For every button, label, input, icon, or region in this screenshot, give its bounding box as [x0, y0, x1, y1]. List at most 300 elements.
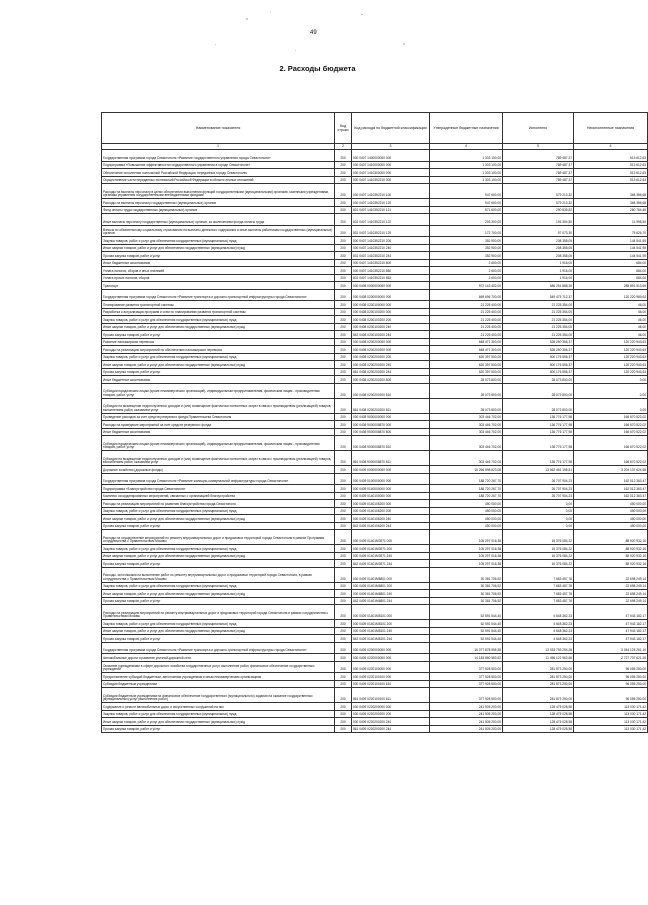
row-approved: 450 000,00 [430, 522, 503, 530]
row-name: Дорожное хозяйство (дорожные фонды) [102, 466, 335, 474]
row-approved: 1 303 100,00 [430, 176, 503, 184]
row-name: Субсидии на возмещение недополученных доходов и (или) возмещение фактически понесенных затрат в связи с производством (реализацией) товаров, выполнением работ, оказанием услуг [102, 451, 335, 466]
row-unexecuted: 96 055 250,00 [574, 688, 648, 703]
row-unexecuted: 166 670 522,02 [574, 428, 648, 436]
col-number: 6 [574, 144, 648, 150]
row-executed: 16 376 084,22 [503, 560, 574, 568]
row-unexecuted: 166 670 522,02 [574, 413, 648, 421]
row-unexecuted: 368 386,68 [574, 184, 648, 199]
row-executed: 4 648 362,23 [503, 627, 574, 635]
table-row [102, 169, 648, 177]
row-line-code: 200 [335, 259, 352, 267]
row-approved: 241 505 200,00 [430, 703, 503, 711]
row-executed: 528 250 356,37 [503, 346, 574, 354]
row-unexecuted: 120 220 943,63 [574, 353, 648, 361]
row-classification-code: 000 0408 0200200200 000 [352, 346, 430, 354]
row-classification-code: 831 0407 1410352210 121 [352, 206, 430, 214]
row-unexecuted: 47 943 182,17 [574, 627, 648, 635]
row-executed: 1 916,00 [503, 259, 574, 267]
row-classification-code: 831 0407 1410352210 129 [352, 225, 430, 237]
row-executed: 549 475 712,37 [503, 289, 574, 301]
row-approved: 2 600,00 [430, 274, 503, 282]
row-classification-code: 842 0409 01401M6801 244 [352, 597, 430, 605]
row-name: Расходы на проведение мероприятий за счет средств резервного фонда [102, 421, 335, 429]
row-name: Иные бюджетные ассигнования [102, 259, 335, 267]
table-row [102, 338, 648, 346]
table-row [102, 331, 648, 339]
col-number: 5 [503, 144, 574, 150]
table-body [102, 150, 648, 733]
row-name: Осуществление части переданных полномочий Российской Федерации в области лесных отношений [102, 176, 335, 184]
row-classification-code: 000 0408 0200100200 200 [352, 316, 430, 324]
row-line-code: 200 [335, 199, 352, 207]
row-unexecuted: 120 220 943,63 [574, 361, 648, 369]
row-executed: 128 475 028,58 [503, 725, 574, 733]
row-line-code: 200 [335, 376, 352, 384]
table-row [102, 176, 648, 184]
row-classification-code: 000 0408 0200000000 000 [352, 289, 430, 301]
row-classification-code: 000 0409 01401M3971 200 [352, 545, 430, 553]
row-unexecuted: 96 055 250,00 [574, 661, 648, 673]
row-classification-code: 000 0409 0140106200 200 [352, 507, 430, 515]
row-approved: 105 297 016,38 [430, 545, 503, 553]
row-unexecuted: 3 044 125 261,10 [574, 642, 648, 654]
row-unexecuted: 46,00 [574, 308, 648, 316]
row-approved: 241 505 200,00 [430, 725, 503, 733]
row-unexecuted: 285 891 513,65 [574, 282, 648, 290]
row-executed: 500 176 556,37 [503, 361, 574, 369]
row-executed: 128 475 028,58 [503, 710, 574, 718]
row-approved: 188 720 267,70 [430, 473, 503, 485]
row-unexecuted: 96 055 250,00 [574, 673, 648, 681]
row-executed: 11 456 122 962,66 [503, 654, 574, 662]
row-line-code: 200 [335, 161, 352, 169]
row-name: Иные закупки товаров, работ и услуг для обеспечения государственных (муниципальных) нужд [102, 323, 335, 331]
row-approved: 303 446 702,00 [430, 436, 503, 451]
row-approved: 620 397 500,00 [430, 368, 503, 376]
row-classification-code: 000 0409 0140000000 000 [352, 485, 430, 493]
row-executed: 128 475 028,58 [503, 718, 574, 726]
row-line-code: 200 [335, 361, 352, 369]
row-classification-code: 000 0408 0200200200 810 [352, 383, 430, 398]
row-classification-code: 000 0407 1410300000 000 [352, 169, 430, 177]
row-name: Уплата прочих налогов, сборов [102, 274, 335, 282]
row-line-code: 200 [335, 627, 352, 635]
row-unexecuted: 120 220 943,63 [574, 338, 648, 346]
row-executed: 21 225 354,00 [503, 316, 574, 324]
row-unexecuted: 113 030 171,42 [574, 703, 648, 711]
table-row [102, 522, 648, 530]
row-classification-code: 842 0409 01401M8101 244 [352, 635, 430, 643]
row-executed: 208 358,05 [503, 237, 574, 245]
row-line-code: 200 [335, 206, 352, 214]
scan-speck [215, 44, 216, 45]
table-row [102, 545, 648, 553]
row-classification-code: 000 0409 0220200000 000 [352, 703, 430, 711]
row-classification-code: 000 0408 0200100000 000 [352, 301, 430, 309]
row-line-code: 200 [335, 323, 352, 331]
row-name: Развитие пассажирских перевозок [102, 338, 335, 346]
row-name: Государственная программа города Севастополя «Развитие жилищно-коммунальной инфраструктуры города Севастополя» [102, 473, 335, 485]
row-line-code: 200 [335, 673, 352, 681]
table-row [102, 560, 648, 568]
row-classification-code: 861 0409 0220100100 611 [352, 688, 430, 703]
row-approved: 52 591 544,40 [430, 635, 503, 643]
row-name: Субсидии бюджетным учреждениям на финансовое обеспечение государственного (муниципального) задания на оказание государственных (муниципальных) услуг (выполнение работ) [102, 688, 335, 703]
row-classification-code: 000 0407 1410352210 800 [352, 259, 430, 267]
row-line-code: 200 [335, 545, 352, 553]
row-classification-code: 000 0409 01401M8101 240 [352, 627, 430, 635]
row-line-code: 200 [335, 428, 352, 436]
col-header-approved: Утвержденные бюджетные назначения [430, 113, 503, 144]
row-name: Иные выплаты персоналу государственных (муниципальных) органов, за исключением фонда оплаты труда [102, 214, 335, 226]
table-row [102, 308, 648, 316]
row-executed: 290 835,52 [503, 206, 574, 214]
row-approved: 241 505 200,00 [430, 718, 503, 726]
row-approved: 28 073 800,00 [430, 383, 503, 398]
row-approved: 30 381 706,92 [430, 582, 503, 590]
row-name: Прочая закупка товаров, работ и услуг [102, 368, 335, 376]
row-line-code: 200 [335, 718, 352, 726]
row-approved: 972 143 402,00 [430, 282, 503, 290]
table-row [102, 688, 648, 703]
row-line-code: 200 [335, 466, 352, 474]
row-executed: 208 358,05 [503, 244, 574, 252]
row-classification-code: 861 0408 0200200200 244 [352, 368, 430, 376]
row-approved: 16 266 598 823,08 [430, 466, 503, 474]
table-row [102, 492, 648, 500]
row-classification-code: 861 0408 0200200200 811 [352, 398, 430, 413]
row-approved: 21 225 400,00 [430, 323, 503, 331]
row-name: Закупка товаров, работ и услуг для обеспечения государственных (муниципальных) нужд [102, 710, 335, 718]
row-unexecuted: 88 920 932,16 [574, 552, 648, 560]
row-name: Иные закупки товаров, работ и услуг для обеспечения государственных (муниципальных) нужд [102, 718, 335, 726]
row-unexecuted: 22 698 249,14 [574, 567, 648, 582]
row-executed: 28 073 800,00 [503, 376, 574, 384]
row-line-code: 200 [335, 267, 352, 275]
row-unexecuted: 0,00 [574, 383, 648, 398]
row-approved: 352 900,00 [430, 237, 503, 245]
row-classification-code: 000 0409 0220100000 000 [352, 661, 430, 673]
row-unexecuted: 88 920 932,16 [574, 530, 648, 545]
row-classification-code: 000 0407 1410352210 850 [352, 267, 430, 275]
row-executed: 21 225 354,00 [503, 331, 574, 339]
row-classification-code: 000 0407 1410352210 100 [352, 184, 430, 199]
row-line-code: 200 [335, 346, 352, 354]
row-line-code: 200 [335, 150, 352, 162]
row-line-code: 200 [335, 413, 352, 421]
row-executed: 26 707 904,23 [503, 473, 574, 485]
row-executed: 281 873 250,00 [503, 661, 574, 673]
table-row [102, 150, 648, 162]
row-line-code: 200 [335, 530, 352, 545]
row-executed: 500 176 556,37 [503, 353, 574, 361]
table-row [102, 718, 648, 726]
row-unexecuted: 450 000,00 [574, 515, 648, 523]
row-unexecuted: 684,00 [574, 259, 648, 267]
row-name: Иные закупки товаров, работ и услуг для обеспечения государственных (муниципальных) нужд [102, 361, 335, 369]
row-line-code: 200 [335, 274, 352, 282]
table-row [102, 206, 648, 214]
col-number: 3 [352, 144, 430, 150]
row-unexecuted: 166 670 522,02 [574, 451, 648, 466]
row-unexecuted: 0,00 [574, 376, 648, 384]
row-executed: 281 873 250,00 [503, 680, 574, 688]
row-name: Закупка товаров, работ и услуг для обеспечения государственных (муниципальных) нужд [102, 316, 335, 324]
row-executed: 0,00 [503, 515, 574, 523]
row-approved: 669 696 700,00 [430, 289, 503, 301]
row-executed: 789 487,37 [503, 169, 574, 177]
row-executed: 128 475 028,58 [503, 703, 574, 711]
row-classification-code: 000 0407 1410000000 000 [352, 161, 430, 169]
row-line-code: 200 [335, 507, 352, 515]
row-classification-code: 000 0409 01401M3971 240 [352, 552, 430, 560]
table-row [102, 654, 648, 662]
row-approved: 188 720 267,70 [430, 492, 503, 500]
row-line-code: 200 [335, 642, 352, 654]
table-row [102, 552, 648, 560]
row-name: Прочая закупка товаров, работ и услуг [102, 522, 335, 530]
row-unexecuted: 684,00 [574, 267, 648, 275]
row-name: Подпрограмма «Благоустройство города Севастополя» [102, 485, 335, 493]
row-line-code: 200 [335, 680, 352, 688]
row-unexecuted: 46,00 [574, 331, 648, 339]
row-unexecuted: 113 030 171,42 [574, 725, 648, 733]
row-executed: 4 648 362,23 [503, 620, 574, 628]
row-unexecuted: 88 920 932,16 [574, 545, 648, 553]
row-unexecuted: 450 000,00 [574, 522, 648, 530]
row-approved: 1 303 100,00 [430, 150, 503, 162]
row-classification-code: 000 0409 01401M8101 000 [352, 605, 430, 620]
row-approved: 377 928 500,00 [430, 661, 503, 673]
row-name: Расходы, источниками на выполнение работ по ремонту внутриквартальных дорог и придомовых территорий города Севастополя, в рамках сотрудничества с Правительством Москвы [102, 567, 335, 582]
row-classification-code: 000 0409 0220200200 200 [352, 710, 430, 718]
row-line-code: 200 [335, 244, 352, 252]
row-name: Расходы на выплаты персоналу государственных (муниципальных) органов [102, 199, 335, 207]
row-classification-code: 000 0408 9000008870 800 [352, 428, 430, 436]
row-name: Иные закупки товаров, работ и услуг для обеспечения государственных (муниципальных) нужд [102, 515, 335, 523]
row-name: Иные закупки товаров, работ и услуг для обеспечения государственных (муниципальных) нужд [102, 244, 335, 252]
row-unexecuted: 3 204 137 624,58 [574, 466, 648, 474]
row-classification-code: 000 0409 0000000000 000 [352, 466, 430, 474]
row-line-code: 200 [335, 214, 352, 226]
row-name: Планирование развития транспортной системы [102, 301, 335, 309]
row-classification-code: 000 0409 0220000000 000 [352, 654, 430, 662]
row-executed: 528 250 356,37 [503, 338, 574, 346]
row-classification-code: 000 0409 0100000000 000 [352, 473, 430, 485]
table-row [102, 635, 648, 643]
table-row [102, 346, 648, 354]
row-line-code: 200 [335, 316, 352, 324]
row-classification-code: 000 0409 0200000000 000 [352, 642, 430, 654]
row-line-code: 200 [335, 552, 352, 560]
row-classification-code: 000 0407 1410352210 120 [352, 199, 430, 207]
row-approved: 377 928 500,00 [430, 688, 503, 703]
row-unexecuted: 75 626,70 [574, 225, 648, 237]
row-line-code: 200 [335, 225, 352, 237]
row-unexecuted: 46,00 [574, 323, 648, 331]
row-executed: 789 487,37 [503, 150, 574, 162]
table-row [102, 199, 648, 207]
row-line-code: 200 [335, 301, 352, 309]
row-approved: 377 928 500,00 [430, 673, 503, 681]
row-approved: 377 928 500,00 [430, 680, 503, 688]
row-name: Расходы на реализацию мероприятий по ремонту внутриквартальных дорог и придомовых территорий города Севастополя в рамках сотрудничества с Правительством Москвы [102, 605, 335, 620]
table-row [102, 661, 648, 673]
row-executed: 4 648 362,23 [503, 605, 574, 620]
table-row [102, 725, 648, 733]
row-line-code: 200 [335, 661, 352, 673]
row-line-code: 200 [335, 451, 352, 466]
table-row [102, 161, 648, 169]
table-row [102, 627, 648, 635]
row-unexecuted: 162 012 363,47 [574, 473, 648, 485]
row-unexecuted: 46,00 [574, 316, 648, 324]
row-approved: 28 073 800,00 [430, 398, 503, 413]
row-unexecuted: 513 612,63 [574, 176, 648, 184]
row-approved: 21 225 400,00 [430, 301, 503, 309]
row-executed: 136 776 177,98 [503, 451, 574, 466]
row-approved: 28 073 800,00 [430, 376, 503, 384]
row-approved: 620 397 500,00 [430, 353, 503, 361]
row-classification-code: 861 0409 0220200200 244 [352, 725, 430, 733]
table-row [102, 301, 648, 309]
row-line-code: 200 [335, 252, 352, 260]
row-classification-code: 000 0407 1400000000 000 [352, 150, 430, 162]
row-executed: 28 073 800,00 [503, 398, 574, 413]
row-unexecuted: 450 000,00 [574, 507, 648, 515]
row-unexecuted: 47 943 182,17 [574, 605, 648, 620]
row-classification-code: 000 0408 9000008870 000 [352, 421, 430, 429]
row-line-code: 200 [335, 522, 352, 530]
table-row [102, 673, 648, 681]
table-row [102, 398, 648, 413]
table-row [102, 282, 648, 290]
table-row [102, 500, 648, 508]
row-approved: 1 303 100,00 [430, 169, 503, 177]
row-executed: 7 683 457,78 [503, 590, 574, 598]
row-name: Субсидии юридическим лицам (кроме некоммерческих организаций), индивидуальным предпринимателям, физическим лицам - производителям товаров, работ, услуг [102, 436, 335, 451]
row-unexecuted: 166 670 522,02 [574, 436, 648, 451]
col-header-name: Наименование показателя [102, 113, 335, 144]
scan-speck [361, 14, 363, 15]
row-name: Иные бюджетные ассигнования [102, 376, 335, 384]
row-classification-code: 831 0407 1410352210 244 [352, 252, 430, 260]
row-classification-code: 000 0408 0200200200 200 [352, 353, 430, 361]
row-approved: 30 381 706,92 [430, 597, 503, 605]
row-approved: 947 600,00 [430, 199, 503, 207]
row-classification-code: 842 0409 0140106200 244 [352, 522, 430, 530]
row-approved: 571 600,00 [430, 206, 503, 214]
table-row [102, 184, 648, 199]
row-unexecuted: 22 698 249,14 [574, 597, 648, 605]
row-classification-code: 831 0407 1410352210 122 [352, 214, 430, 226]
row-executed: 0,00 [503, 507, 574, 515]
table-row [102, 383, 648, 398]
row-executed: 789 487,37 [503, 161, 574, 169]
row-name: Расходы на осуществление мероприятий по ремонту внутриквартальных дорог и придомовых территорий города Севастополя в рамках Программы сотрудничества с Правительством Москвы [102, 530, 335, 545]
row-unexecuted: 113 030 171,42 [574, 710, 648, 718]
row-classification-code: 861 0408 9000008870 811 [352, 451, 430, 466]
row-classification-code: 000 0409 01401M3971 000 [352, 530, 430, 545]
row-line-code: 200 [335, 703, 352, 711]
row-name: Закупка товаров, работ и услуг для обеспечения государственных (муниципальных) нужд [102, 620, 335, 628]
row-line-code: 200 [335, 473, 352, 485]
row-executed: 26 707 904,23 [503, 485, 574, 493]
table-row [102, 567, 648, 582]
table-row [102, 252, 648, 260]
row-executed: 1 916,00 [503, 274, 574, 282]
row-approved: 30 381 706,92 [430, 567, 503, 582]
row-executed: 97 073,30 [503, 225, 574, 237]
row-unexecuted: 88 920 932,16 [574, 560, 648, 568]
row-approved: 52 591 544,40 [430, 620, 503, 628]
row-classification-code: 842 0409 01401M3971 244 [352, 560, 430, 568]
row-executed: 136 776 177,98 [503, 413, 574, 421]
row-classification-code: 000 0408 9000008870 810 [352, 436, 430, 451]
row-name: Разработка и актуализация программ и схем по планированию развития транспортной системы [102, 308, 335, 316]
row-name: Оказание учреждениями в сфере дорожного хозяйства государственных услуг, выполнение работ, финансовое обеспечение государственных учреждений [102, 661, 335, 673]
row-line-code: 200 [335, 635, 352, 643]
row-name: Закупка товаров, работ и услуг для обеспечения государственных (муниципальных) нужд [102, 545, 335, 553]
row-name: Комплекс скоординированных мероприятий, связанных с организацией благоустройства [102, 492, 335, 500]
scan-speck [270, 12, 271, 13]
row-executed: 21 225 354,00 [503, 323, 574, 331]
row-name: Иные закупки товаров, работ и услуг для обеспечения государственных (муниципальных) нужд [102, 627, 335, 635]
row-line-code: 200 [335, 620, 352, 628]
table-row [102, 316, 648, 324]
row-unexecuted: 47 943 182,17 [574, 635, 648, 643]
table-row [102, 582, 648, 590]
row-name: Иные закупки товаров, работ и услуг для обеспечения государственных (муниципальных) нужд [102, 590, 335, 598]
col-number: 2 [335, 144, 352, 150]
row-executed: 26 707 904,23 [503, 492, 574, 500]
table-row [102, 451, 648, 466]
row-unexecuted: 513 612,63 [574, 150, 648, 162]
table-row [102, 428, 648, 436]
row-executed: 28 073 800,00 [503, 383, 574, 398]
scan-speck [295, 50, 296, 51]
row-classification-code: 000 0409 0220100100 000 [352, 673, 430, 681]
row-executed: 16 376 084,22 [503, 545, 574, 553]
row-name: Взносы по обязательному социальному страхованию на выплаты денежного содержания и иные выплаты работникам государственных (муниципальных) органов [102, 225, 335, 237]
row-name: Фонд оплаты труда государственных (муниципальных) органов [102, 206, 335, 214]
row-name: Субсидии бюджетным учреждениям [102, 680, 335, 688]
row-executed: 16 376 084,22 [503, 530, 574, 545]
table-row [102, 620, 648, 628]
row-executed: 7 683 457,78 [503, 567, 574, 582]
row-classification-code: 000 0408 0200200200 240 [352, 361, 430, 369]
row-classification-code: 000 0408 0200200200 800 [352, 376, 430, 384]
row-line-code: 200 [335, 421, 352, 429]
row-name: Автомобильные дороги и развитие уличной-дорожной сети [102, 654, 335, 662]
row-line-code: 200 [335, 515, 352, 523]
col-number: 1 [102, 144, 335, 150]
table-row [102, 590, 648, 598]
row-line-code: 200 [335, 176, 352, 184]
row-approved: 21 225 400,00 [430, 308, 503, 316]
row-line-code: 200 [335, 353, 352, 361]
row-unexecuted: 144 541,95 [574, 252, 648, 260]
row-line-code: 200 [335, 725, 352, 733]
row-line-code: 200 [335, 237, 352, 245]
row-executed: 281 873 250,00 [503, 688, 574, 703]
row-approved: 241 505 200,00 [430, 710, 503, 718]
row-name: Закупка товаров, работ и услуг для обеспечения государственных (муниципальных) нужд [102, 582, 335, 590]
row-approved: 303 446 702,00 [430, 421, 503, 429]
table-row [102, 436, 648, 451]
table-row [102, 680, 648, 688]
